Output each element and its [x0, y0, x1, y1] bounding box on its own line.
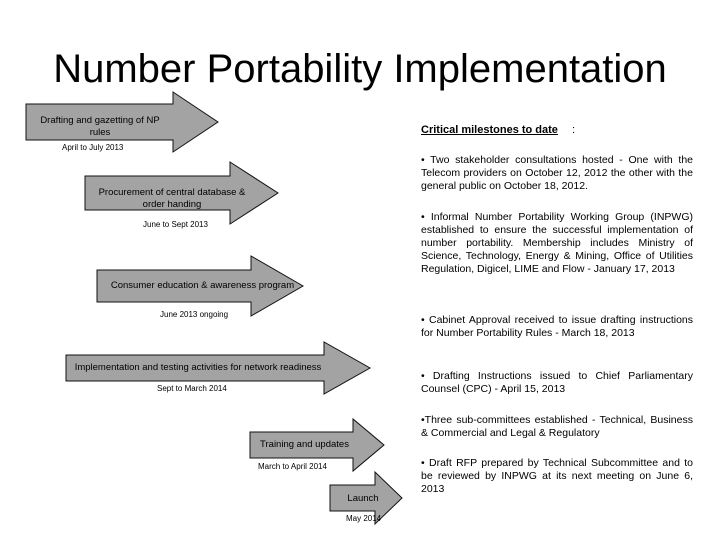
phase-date-launch: May 2014	[346, 514, 382, 523]
phase-label-training: Training and updates	[260, 439, 349, 450]
phase-date-training: March to April 2014	[258, 462, 327, 471]
phase-date-procurement: June to Sept 2013	[143, 220, 208, 229]
milestone-item: • Drafting Instructions issued to Chief Parliamentary Counsel (CPC) - April 15, 2013	[421, 370, 693, 395]
milestone-item: • Informal Number Portability Working Group (INPWG) established to ensure the successful implementation of number portability. Membership includes Ministry of Science, Technology, Energy & Mining, Office of Utilities Regulation, Digicel, LIME and Flow - January 17, 2013	[421, 211, 693, 275]
page-title: Number Portability Implementation	[53, 47, 667, 91]
milestone-item: • Two stakeholder consultations hosted - One with the Telecom providers on October 12, 2012 the other with the general public on October 18, 2012.	[421, 154, 693, 192]
phase-date-implementation: Sept to March 2014	[157, 384, 227, 393]
phase-label-drafting: Drafting and gazetting of NP rules	[40, 115, 160, 138]
milestone-item: •Three sub-committees established - Technical, Business & Commercial and Legal & Regulatory	[421, 414, 693, 439]
milestones-heading-colon: :	[572, 124, 576, 136]
phase-label-launch: Launch	[347, 493, 379, 504]
phase-label-consumer: Consumer education & awareness program	[110, 280, 295, 291]
phase-label-implementation: Implementation and testing activities for network readiness	[74, 362, 322, 373]
milestone-item: • Draft RFP prepared by Technical Subcommittee and to be reviewed by INPWG at its next meeting on June 6, 2013	[421, 457, 693, 495]
phase-label-procurement: Procurement of central database & order handing	[98, 187, 246, 210]
phase-date-consumer: June 2013 ongoing	[160, 310, 229, 319]
milestones-heading: Critical milestones to date	[421, 124, 558, 136]
phase-date-drafting: April to July 2013	[62, 143, 124, 152]
milestone-item: • Cabinet Approval received to issue drafting instructions for Number Portability Rules - March 18, 2013	[421, 314, 693, 339]
